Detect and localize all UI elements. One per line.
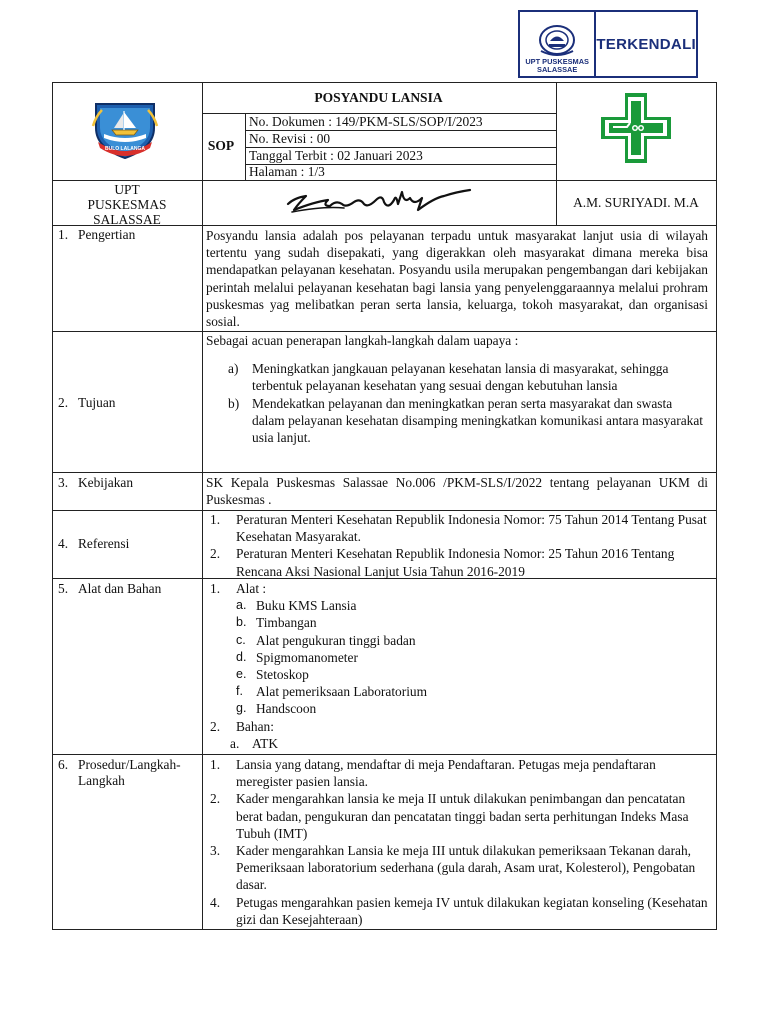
- list-text: Handscoon: [256, 701, 317, 717]
- list-item: [206, 894, 708, 928]
- emblem-motto: BULO LALANGA: [105, 146, 145, 152]
- alat-bahan-content: [206, 580, 708, 752]
- list-text: Petugas mengarahkan pasien kemeja IV untuk dilakukan kegiatan konseling (Kesehatan gizi dan Kesejahteraan): [236, 894, 708, 927]
- list-marker: b): [228, 395, 240, 411]
- section-label-pengertian: [58, 227, 135, 243]
- table-border-bottom: [52, 929, 717, 930]
- list-item: [206, 700, 708, 717]
- head-name: A.M. SURIYADI. M.A: [573, 195, 699, 210]
- list-marker: c.: [236, 632, 246, 647]
- list-item: [206, 790, 708, 842]
- list-item: [206, 395, 708, 447]
- list-item: [206, 597, 708, 614]
- list-marker: b.: [236, 615, 247, 630]
- section-label-text: Tujuan: [78, 395, 116, 410]
- section-number: 4.: [58, 536, 69, 551]
- list-text: Peraturan Menteri Kesehatan Republik Indonesia Nomor: 75 Tahun 2014 Tentang Pusat Kesehatan Masyarakat.: [236, 512, 707, 545]
- header-divider: [52, 180, 717, 181]
- list-text: Stetoskop: [256, 667, 309, 683]
- regional-emblem-icon: [90, 98, 160, 160]
- list-item: [206, 666, 708, 683]
- puskesmas-cross-logo-icon: [597, 89, 675, 167]
- head-signature: [284, 184, 474, 222]
- list-item: [206, 735, 708, 752]
- pengertian-text: Posyandu lansia adalah pos pelayanan terpadu untuk masyarakat lanjut usia di wilayah tertentu yang sudah disepakati, yang digerakkan oleh masyarakat dimana mereka bisa mendapatkan pelayanan kesehatan. Posyandu usila merupakan pengembangan dari kebijakan perintah melalui pelayanan kesehatan bagi lansia yang penyelenggaraannya melalui prohram puskesmas yag melibatkan peran serta lansia, keluarga, tokoh masyarakat, dan organisasi sosial.: [206, 228, 708, 330]
- section-label-text: Prosedur/Langkah-: [78, 757, 181, 772]
- doc-number: No. Dokumen : 149/PKM-SLS/SOP/I/2023: [249, 114, 483, 129]
- tujuan-content: [206, 332, 708, 446]
- list-marker: 3.: [210, 843, 221, 859]
- prosedur-content: [206, 756, 708, 928]
- table-border-top: [52, 82, 717, 83]
- document-title: POSYANDU LANSIA: [314, 90, 443, 105]
- list-text: Kader mengarahkan lansia ke meja II untuk dilakukan penimbangan dan pencatatan berat badan, pengukuran dan pencatatan tinggi badan serta perhitungan Indeks Masa Tubuh (IMT): [236, 791, 689, 841]
- table-border-right: [716, 82, 717, 929]
- list-item: [206, 842, 708, 894]
- bahan-label: Bahan:: [236, 718, 274, 734]
- list-text: Timbangan: [256, 615, 317, 631]
- list-item: [206, 360, 708, 394]
- list-marker: 1.: [210, 581, 221, 596]
- section-label-text-2: Langkah: [78, 773, 125, 788]
- list-item: [206, 632, 708, 649]
- puskesmas-emblem-icon: [537, 24, 577, 58]
- stamp-status-box: [596, 12, 696, 76]
- stamp-org-box: [520, 12, 596, 76]
- list-text: ATK: [252, 735, 279, 751]
- issue-date: Tanggal Terbit : 02 Januari 2023: [249, 148, 423, 163]
- list-text: Meningkatkan jangkauan pelayanan kesehatan lansia di masyarakat, sehingga terbentuk pelayanan kesehatan yang sesuai dengan kebutuhan lansia: [252, 361, 669, 394]
- section-label-text: Kebijakan: [78, 475, 134, 490]
- list-marker: a): [228, 361, 239, 377]
- list-marker: 4.: [210, 894, 221, 910]
- section-label-tujuan: [58, 395, 115, 411]
- kebijakan-text: SK Kepala Puskesmas Salassae No.006 /PKM-SLS/I/2022 tentang pelayanan UKM di Puskesmas .: [206, 475, 708, 508]
- list-text: Alat pengukuran tinggi badan: [256, 632, 416, 648]
- list-marker: 2.: [210, 718, 221, 734]
- list-marker: 1.: [210, 512, 221, 527]
- list-item: [206, 649, 708, 666]
- alat-heading: [206, 580, 708, 597]
- list-marker: a.: [230, 735, 240, 751]
- list-item: [206, 511, 708, 545]
- list-text: Peraturan Menteri Kesehatan Republik Indonesia Nomor: 25 Tahun 2016 Tentang Rencana Aksi Nasional Lanjut Usia Tahun 2016-2019: [236, 546, 675, 579]
- controlled-stamp: [518, 10, 698, 78]
- referensi-content: [206, 511, 708, 580]
- stamp-org-line2: SALASSAE: [537, 65, 578, 74]
- label-column-divider: [202, 82, 203, 929]
- list-marker: 2.: [210, 791, 221, 807]
- section-label-referensi: [58, 536, 129, 552]
- list-text: Buku KMS Lansia: [256, 598, 357, 614]
- sop-column-divider: [245, 113, 246, 180]
- section-label-alat-bahan: [58, 581, 161, 597]
- stamp-status: TERKENDALI: [596, 35, 696, 53]
- list-text: Lansia yang datang, mendaftar di meja Pendaftaran. Petugas meja pendaftaran meregister pasien lansia.: [236, 757, 656, 790]
- list-marker: 1.: [210, 757, 221, 772]
- list-marker: f.: [236, 684, 243, 699]
- list-text: Spigmomanometer: [256, 649, 358, 665]
- org-line-1: UPT: [114, 182, 140, 197]
- section-number: 1.: [58, 227, 69, 242]
- section-label-text: Referensi: [78, 536, 130, 551]
- page-number: Halaman : 1/3: [249, 164, 325, 179]
- section-number: 2.: [58, 395, 69, 410]
- section-number: 6.: [58, 757, 69, 772]
- row-divider-6: [52, 754, 717, 755]
- organization-name: [52, 182, 202, 227]
- row-divider-3: [52, 472, 717, 473]
- list-text: Mendekatkan pelayanan dan meningkatkan peran serta masyarakat dan swasta dalam pelayanan kesehatan disamping meningkatkan komunikasi antara masyarakat usia lanjut.: [252, 395, 704, 446]
- section-label-text: Alat dan Bahan: [78, 581, 162, 596]
- revision-number: No. Revisi : 00: [249, 131, 331, 146]
- list-text: Alat pemeriksaan Laboratorium: [256, 684, 428, 700]
- stamp-org-line1: UPT PUSKESMAS: [525, 57, 589, 66]
- section-number: 5.: [58, 581, 69, 596]
- section-label-kebijakan: [58, 475, 133, 491]
- section-label-text: Pengertian: [78, 227, 136, 242]
- list-item: [206, 756, 708, 790]
- list-marker: 2.: [210, 546, 221, 562]
- section-number: 3.: [58, 475, 69, 490]
- list-item: [206, 614, 708, 631]
- bahan-heading: [206, 718, 708, 735]
- list-marker: e.: [236, 667, 247, 682]
- alat-label: Alat :: [236, 581, 267, 596]
- list-item: [206, 545, 708, 579]
- org-line-3: SALASSAE: [93, 212, 161, 227]
- list-text: Kader mengarahkan Lansia ke meja III untuk dilakukan pemeriksaan Tekanan darah, Pemeriksaan laboratorium sederhana (gula darah, Asam urat, Kolesterol), Pengobatan dasar.: [236, 843, 696, 893]
- list-marker: a.: [236, 598, 247, 613]
- list-marker: g.: [236, 701, 247, 716]
- list-item: [206, 683, 708, 700]
- sop-label: SOP: [207, 138, 235, 153]
- list-marker: d.: [236, 649, 247, 664]
- org-line-2: PUSKESMAS: [87, 197, 167, 212]
- section-label-prosedur: [58, 757, 181, 789]
- tujuan-intro: Sebagai acuan penerapan langkah-langkah dalam uapaya :: [206, 333, 519, 348]
